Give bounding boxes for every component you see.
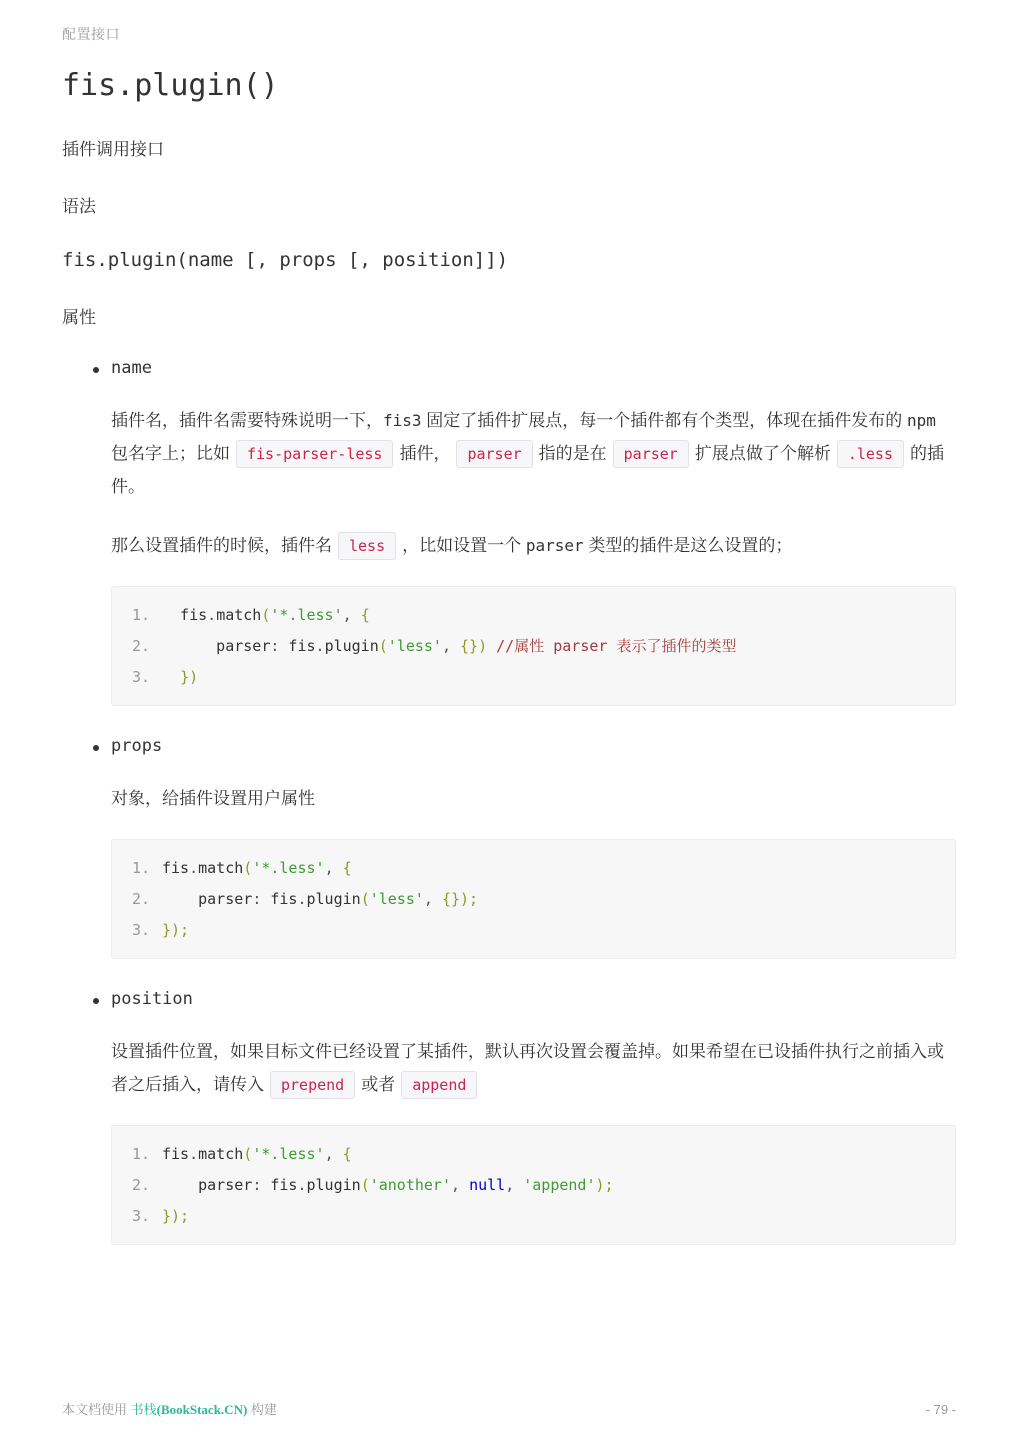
code-badge-less-ext: .less [837, 440, 904, 468]
code-token: . [189, 859, 199, 877]
code-token [334, 1145, 343, 1163]
line-number: 3. [131, 921, 150, 939]
code-token: : [252, 890, 262, 908]
code-token: fis [261, 890, 298, 908]
footer-suffix: 构建 [247, 1402, 277, 1417]
code-token: }); [162, 1207, 190, 1225]
code-block-name-example [111, 586, 956, 706]
code-token: plugin [306, 890, 361, 908]
syntax-heading: 语法 [62, 197, 96, 216]
code-token: fis [162, 606, 208, 624]
code-token: , [505, 1176, 515, 1194]
text-run: 指的是在 [538, 444, 607, 463]
line-number: 2. [131, 637, 150, 655]
code-token: ); [595, 1176, 614, 1194]
code-token: ( [261, 606, 271, 624]
code-line [112, 1201, 939, 1232]
code-token: fis [162, 859, 190, 877]
code-token: . [297, 1176, 307, 1194]
code-token: 'another' [369, 1176, 451, 1194]
code-token: plugin [306, 1176, 361, 1194]
code-token: null [469, 1176, 506, 1194]
code-token: plugin [324, 637, 379, 655]
code-token: ( [378, 637, 388, 655]
line-number: 2. [131, 890, 150, 908]
code-token: }); [162, 921, 190, 939]
code-token: parser [162, 637, 271, 655]
code-line [112, 884, 939, 915]
inline-code: npm [906, 411, 936, 430]
code-badge-less: less [338, 532, 396, 560]
code-token: ( [360, 890, 370, 908]
code-line [112, 853, 939, 884]
code-line [112, 662, 939, 693]
name-paragraph-2 [111, 529, 956, 562]
code-line [112, 631, 939, 662]
footer-credit [62, 1399, 277, 1418]
code-token: 'less' [387, 637, 442, 655]
syntax-signature: fis.plugin(name [, props [, position]]) [62, 249, 509, 271]
text-run: 包名字上；比如 [111, 444, 230, 463]
attr-term-name: name [111, 358, 152, 378]
name-paragraph-1 [111, 404, 956, 503]
code-token: . [297, 890, 307, 908]
code-token: //属性 parser 表示了插件的类型 [487, 637, 737, 655]
page-subtitle: 插件调用接口 [62, 140, 164, 159]
code-badge-parser: parser [613, 440, 689, 468]
footer-prefix: 本文档使用 [62, 1402, 131, 1417]
text-run: 的插件。 [111, 444, 944, 496]
code-token: , [441, 637, 451, 655]
text-run: 类型的插件是这么设置的； [583, 536, 793, 555]
code-token: match [198, 1145, 244, 1163]
line-number: 2. [131, 1176, 150, 1194]
line-number: 1. [131, 1145, 150, 1163]
code-badge-fis-parser-less: fis-parser-less [236, 440, 393, 468]
code-token: parser [162, 890, 253, 908]
code-token: ( [243, 1145, 253, 1163]
bookstack-brand-link[interactable]: 书栈 [130, 1402, 157, 1417]
code-token: 'less' [369, 890, 424, 908]
code-token [162, 668, 180, 686]
code-token: {}); [441, 890, 479, 908]
attr-term-props: props [111, 736, 163, 756]
code-lines [112, 1139, 939, 1232]
code-token [451, 637, 460, 655]
code-token [352, 606, 361, 624]
code-token: }) [180, 668, 199, 686]
code-badge-prepend: prepend [270, 1071, 355, 1099]
attr-term-position: position [111, 989, 193, 1009]
code-token: { [360, 606, 370, 624]
props-paragraph: 对象，给插件设置用户属性 [111, 789, 315, 808]
code-token: match [216, 606, 262, 624]
list-item-position [62, 989, 956, 1245]
code-token: : [252, 1176, 262, 1194]
text-run: 设置插件位置，如果目标文件已经设置了某插件，默认再次设置会覆盖掉。如果希望在已设插件执行之前插入或者之后插入，请传入 [111, 1042, 944, 1094]
code-line [112, 915, 939, 946]
text-run: 那么设置插件的时候，插件名 [111, 536, 332, 555]
code-token [514, 1176, 523, 1194]
code-token: ( [360, 1176, 370, 1194]
code-token: : [270, 637, 280, 655]
code-token: . [207, 606, 217, 624]
code-token: parser [162, 1176, 253, 1194]
attribute-list [62, 358, 956, 1245]
code-token: fis [261, 1176, 298, 1194]
text-run: 或者 [361, 1075, 396, 1094]
code-token: fis [279, 637, 316, 655]
code-token: {}) [460, 637, 488, 655]
code-token: , [423, 890, 433, 908]
code-token: , [324, 1145, 334, 1163]
line-number: 1. [131, 606, 150, 624]
code-token: . [315, 637, 325, 655]
code-token [460, 1176, 469, 1194]
position-paragraph [111, 1035, 956, 1101]
list-item-props [62, 736, 956, 959]
text-run: 插件名，插件名需要特殊说明一下， [111, 411, 383, 430]
code-token: 'append' [523, 1176, 596, 1194]
code-token: { [342, 1145, 352, 1163]
page-title: fis.plugin() [62, 68, 279, 103]
attributes-heading: 属性 [62, 308, 96, 327]
code-token: '*.less' [252, 859, 325, 877]
code-token: , [451, 1176, 461, 1194]
code-token: , [324, 859, 334, 877]
page-number: - 79 - [925, 1402, 956, 1417]
text-run: 固定了插件扩展点，每一个插件都有个类型，体现在插件发布的 [421, 411, 907, 430]
code-token: , [342, 606, 352, 624]
code-token: ( [243, 859, 253, 877]
page-footer [62, 1399, 956, 1418]
code-badge-append: append [401, 1071, 477, 1099]
inline-code: fis3 [383, 411, 422, 430]
inline-code: parser [525, 536, 584, 555]
code-token [334, 859, 343, 877]
bookstack-brand-link[interactable]: (BookStack.CN) [156, 1402, 248, 1417]
code-token: { [342, 859, 352, 877]
list-item-name [62, 358, 956, 706]
breadcrumb: 配置接口 [62, 26, 120, 42]
line-number: 3. [131, 1207, 150, 1225]
code-token: '*.less' [252, 1145, 325, 1163]
code-line [112, 600, 939, 631]
text-run: ，比如设置一个 [402, 536, 526, 555]
code-lines [112, 853, 939, 946]
code-badge-parser: parser [456, 440, 532, 468]
text-run: 插件， [399, 444, 451, 463]
code-line [112, 1170, 939, 1201]
code-token: . [189, 1145, 199, 1163]
code-block-position-example [111, 1125, 956, 1245]
code-token: fis [162, 1145, 190, 1163]
code-line [112, 1139, 939, 1170]
text-run: 扩展点做了个解析 [694, 444, 831, 463]
code-token: match [198, 859, 244, 877]
code-token: '*.less' [270, 606, 343, 624]
code-lines [112, 600, 939, 693]
code-block-props-example [111, 839, 956, 959]
code-token [433, 890, 442, 908]
line-number: 3. [131, 668, 150, 686]
line-number: 1. [131, 859, 150, 877]
